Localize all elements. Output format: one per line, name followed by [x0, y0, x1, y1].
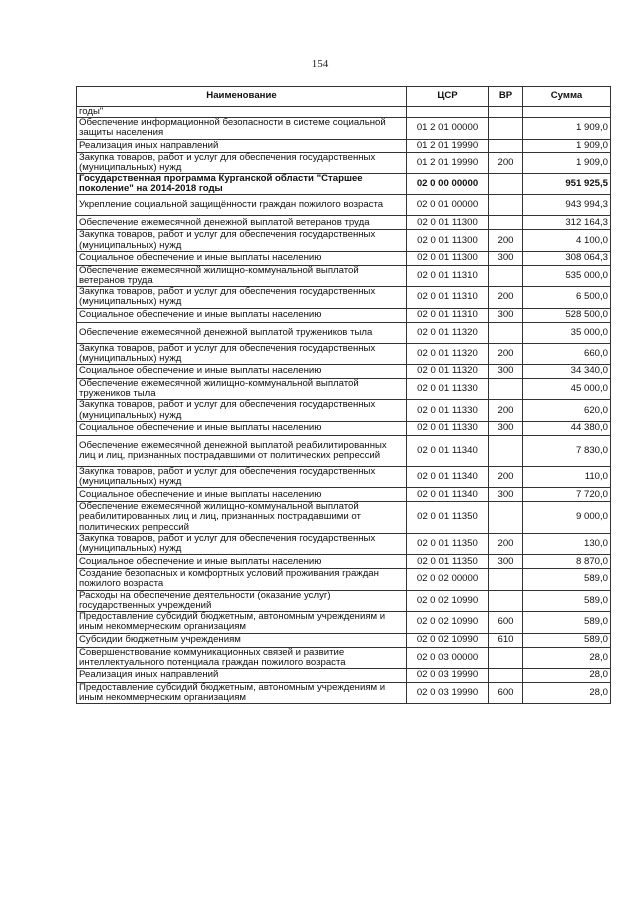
table-cell-sum: 34 340,0: [523, 365, 611, 379]
table-cell-sum: 308 064,3: [523, 251, 611, 265]
table-cell-vr: 200: [489, 533, 523, 554]
table-cell-sum: 130,0: [523, 533, 611, 554]
table-cell-csr: 02 0 01 11330: [407, 400, 489, 421]
table-cell-vr: 200: [489, 466, 523, 487]
table-cell-vr: 200: [489, 400, 523, 421]
table-cell-csr: 02 0 02 10990: [407, 590, 489, 611]
table-cell-csr: 02 0 00 00000: [407, 174, 489, 195]
table-cell-name: годы": [77, 107, 407, 118]
table-cell-sum: 1 909,0: [523, 139, 611, 152]
table-cell-vr: [489, 216, 523, 230]
table-cell-name: Социальное обеспечение и иные выплаты населению: [77, 308, 407, 322]
table-cell-name: Субсидии бюджетным учреждениям: [77, 633, 407, 647]
table-cell-vr: [489, 174, 523, 195]
table-cell-vr: 200: [489, 152, 523, 173]
table-row: [77, 216, 611, 230]
table-row: [77, 633, 611, 647]
table-cell-vr: 600: [489, 612, 523, 633]
table-cell-vr: [489, 502, 523, 534]
table-cell-name: Предоставление субсидий бюджетным, автономным учреждениям и иным некоммерческим организациям: [77, 682, 407, 703]
table-cell-vr: 200: [489, 343, 523, 364]
table-cell-sum: 110,0: [523, 466, 611, 487]
table-cell-sum: 45 000,0: [523, 379, 611, 400]
table-cell-name: Государственная программа Курганской области "Старшее поколение" на 2014-2018 годы: [77, 174, 407, 195]
table-cell-csr: 02 0 01 11330: [407, 421, 489, 435]
table-cell-csr: 02 0 01 00000: [407, 195, 489, 216]
table-cell-csr: 02 0 01 11340: [407, 466, 489, 487]
table-cell-csr: 02 0 03 19990: [407, 682, 489, 703]
table-cell-name: Расходы на обеспечение деятельности (оказание услуг) государственных учреждений: [77, 590, 407, 611]
table-cell-sum: 312 164,3: [523, 216, 611, 230]
table-cell-name: Социальное обеспечение и иные выплаты населению: [77, 365, 407, 379]
table-cell-name: Закупка товаров, работ и услуг для обеспечения государственных (муниципальных) нужд: [77, 400, 407, 421]
table-cell-name: Укрепление социальной защищённости граждан пожилого возраста: [77, 195, 407, 216]
table-cell-name: Закупка товаров, работ и услуг для обеспечения государственных (муниципальных) нужд: [77, 343, 407, 364]
table-cell-sum: 660,0: [523, 343, 611, 364]
table-row: [77, 466, 611, 487]
table-cell-vr: [489, 647, 523, 668]
table-cell-csr: 02 0 01 11350: [407, 555, 489, 569]
table-row: [77, 195, 611, 216]
budget-table: [76, 86, 611, 704]
table-cell-sum: 7 720,0: [523, 488, 611, 502]
table-cell-vr: [489, 107, 523, 118]
table-cell-csr: 02 0 01 11310: [407, 308, 489, 322]
table-cell-sum: 589,0: [523, 569, 611, 590]
table-cell-csr: 02 0 01 11340: [407, 488, 489, 502]
table-row: [77, 569, 611, 590]
table-cell-name: Обеспечение ежемесячной жилищно-коммунальной выплатой тружеников тыла: [77, 379, 407, 400]
table-row: [77, 400, 611, 421]
column-header-csr: ЦСР: [407, 87, 489, 107]
table-cell-vr: 200: [489, 230, 523, 251]
table-cell-name: Закупка товаров, работ и услуг для обеспечения государственных (муниципальных) нужд: [77, 287, 407, 308]
table-cell-sum: 6 500,0: [523, 287, 611, 308]
table-cell-csr: 02 0 01 11300: [407, 251, 489, 265]
table-cell-vr: [489, 590, 523, 611]
table-cell-sum: 528 500,0: [523, 308, 611, 322]
table-cell-name: Обеспечение ежемесячной жилищно-коммунальной выплатой ветеранов труда: [77, 265, 407, 286]
table-row: [77, 343, 611, 364]
table-row: [77, 590, 611, 611]
table-cell-csr: 02 0 01 11310: [407, 265, 489, 286]
table-cell-sum: 35 000,0: [523, 322, 611, 343]
table-cell-csr: 02 0 01 11300: [407, 230, 489, 251]
table-cell-csr: 02 0 01 11320: [407, 322, 489, 343]
table-cell-csr: 02 0 03 00000: [407, 647, 489, 668]
table-cell-csr: 02 0 01 11310: [407, 287, 489, 308]
table-row: [77, 308, 611, 322]
table-cell-vr: [489, 668, 523, 682]
table-cell-name: Социальное обеспечение и иные выплаты населению: [77, 555, 407, 569]
table-cell-sum: 535 000,0: [523, 265, 611, 286]
table-cell-sum: 1 909,0: [523, 118, 611, 139]
table-cell-sum: 28,0: [523, 682, 611, 703]
table-cell-vr: 200: [489, 287, 523, 308]
table-cell-csr: 02 0 01 11350: [407, 502, 489, 534]
table-cell-name: Социальное обеспечение и иные выплаты населению: [77, 421, 407, 435]
table-cell-name: Социальное обеспечение и иные выплаты населению: [77, 251, 407, 265]
table-cell-sum: 8 870,0: [523, 555, 611, 569]
table-cell-vr: [489, 322, 523, 343]
table-row: [77, 612, 611, 633]
table-row: [77, 421, 611, 435]
table-cell-name: Обеспечение ежемесячной жилищно-коммунальной выплатой реабилитированных лиц и лиц, признанных пострадавшими от политических репрессий: [77, 502, 407, 534]
table-row: [77, 488, 611, 502]
table-cell-name: Обеспечение ежемесячной денежной выплатой труженикoв тыла: [77, 322, 407, 343]
table-cell-sum: 589,0: [523, 590, 611, 611]
table-cell-name: Совершенствование коммуникационных связей и развитие интеллектуального потенциала граждан пожилого возраста: [77, 647, 407, 668]
table-row: [77, 533, 611, 554]
table-header-row: [77, 87, 611, 107]
table-cell-csr: 02 0 01 11320: [407, 365, 489, 379]
table-cell-csr: [407, 107, 489, 118]
table-row: [77, 647, 611, 668]
table-cell-name: Закупка товаров, работ и услуг для обеспечения государственных (муниципальных) нужд: [77, 152, 407, 173]
table-row: [77, 230, 611, 251]
column-header-name: Наименование: [77, 87, 407, 107]
table-cell-sum: 620,0: [523, 400, 611, 421]
table-cell-sum: 589,0: [523, 612, 611, 633]
table-cell-name: Социальное обеспечение и иные выплаты населению: [77, 488, 407, 502]
table-cell-csr: 02 0 01 11350: [407, 533, 489, 554]
table-cell-name: Предоставление субсидий бюджетным, автономным учреждениям и иным некоммерческим организациям: [77, 612, 407, 633]
table-row: [77, 555, 611, 569]
table-cell-sum: 1 909,0: [523, 152, 611, 173]
table-cell-name: Обеспечение ежемесячной денежной выплатой реабилитированных лиц и лиц, признанных пострадавшими от политических репрессий: [77, 435, 407, 466]
table-cell-csr: 02 0 02 00000: [407, 569, 489, 590]
table-cell-vr: [489, 195, 523, 216]
table-row: [77, 265, 611, 286]
table-cell-vr: 300: [489, 251, 523, 265]
table-cell-vr: [489, 379, 523, 400]
column-header-vr: ВР: [489, 87, 523, 107]
table-cell-csr: 02 0 01 11300: [407, 216, 489, 230]
table-row: [77, 682, 611, 703]
table-cell-vr: 300: [489, 308, 523, 322]
table-cell-vr: 300: [489, 365, 523, 379]
table-cell-sum: 28,0: [523, 668, 611, 682]
table-cell-name: Закупка товаров, работ и услуг для обеспечения государственных (муниципальных) нужд: [77, 230, 407, 251]
table-cell-sum: 7 830,0: [523, 435, 611, 466]
table-cell-vr: [489, 569, 523, 590]
table-cell-name: Закупка товаров, работ и услуг для обеспечения государственных (муниципальных) нужд: [77, 533, 407, 554]
table-cell-sum: 28,0: [523, 647, 611, 668]
table-row: [77, 502, 611, 534]
table-cell-sum: 943 994,3: [523, 195, 611, 216]
table-row: [77, 174, 611, 195]
table-cell-csr: 02 0 03 19990: [407, 668, 489, 682]
table-row: [77, 322, 611, 343]
table-cell-sum: 4 100,0: [523, 230, 611, 251]
table-cell-csr: 02 0 02 10990: [407, 633, 489, 647]
table-cell-sum: 44 380,0: [523, 421, 611, 435]
table-cell-vr: 300: [489, 555, 523, 569]
table-cell-vr: 300: [489, 421, 523, 435]
table-cell-vr: 300: [489, 488, 523, 502]
table-body: [77, 107, 611, 704]
table-row: [77, 668, 611, 682]
table-row: [77, 379, 611, 400]
table-row: [77, 435, 611, 466]
table-cell-sum: 9 000,0: [523, 502, 611, 534]
table-row: [77, 107, 611, 118]
table-cell-sum: 589,0: [523, 633, 611, 647]
table-cell-csr: 02 0 01 11340: [407, 435, 489, 466]
table-cell-name: Обеспечение информационной безопасности в системе социальной защиты населения: [77, 118, 407, 139]
table-cell-name: Закупка товаров, работ и услуг для обеспечения государственных (муниципальных) нужд: [77, 466, 407, 487]
table-row: [77, 139, 611, 152]
table-cell-name: Реализация иных направлений: [77, 668, 407, 682]
table-cell-csr: 01 2 01 19990: [407, 139, 489, 152]
table-cell-vr: [489, 139, 523, 152]
table-cell-csr: 01 2 01 00000: [407, 118, 489, 139]
table-cell-vr: [489, 265, 523, 286]
table-cell-vr: [489, 118, 523, 139]
table-row: [77, 251, 611, 265]
table-row: [77, 287, 611, 308]
table-cell-csr: 02 0 01 11320: [407, 343, 489, 364]
table-cell-vr: [489, 435, 523, 466]
table-cell-sum: [523, 107, 611, 118]
table-row: [77, 118, 611, 139]
table-row: [77, 365, 611, 379]
table-cell-name: Реализация иных направлений: [77, 139, 407, 152]
table-cell-sum: 951 925,5: [523, 174, 611, 195]
table-cell-vr: 600: [489, 682, 523, 703]
table-cell-csr: 02 0 02 10990: [407, 612, 489, 633]
column-header-sum: Сумма: [523, 87, 611, 107]
table-cell-csr: 02 0 01 11330: [407, 379, 489, 400]
table-row: [77, 152, 611, 173]
page-number: 154: [311, 58, 329, 70]
table-cell-csr: 01 2 01 19990: [407, 152, 489, 173]
table-cell-name: Создание безопасных и комфортных условий проживания граждан пожилого возраста: [77, 569, 407, 590]
table-cell-vr: 610: [489, 633, 523, 647]
table-cell-name: Обеспечение ежемесячной денежной выплатой ветеранов труда: [77, 216, 407, 230]
